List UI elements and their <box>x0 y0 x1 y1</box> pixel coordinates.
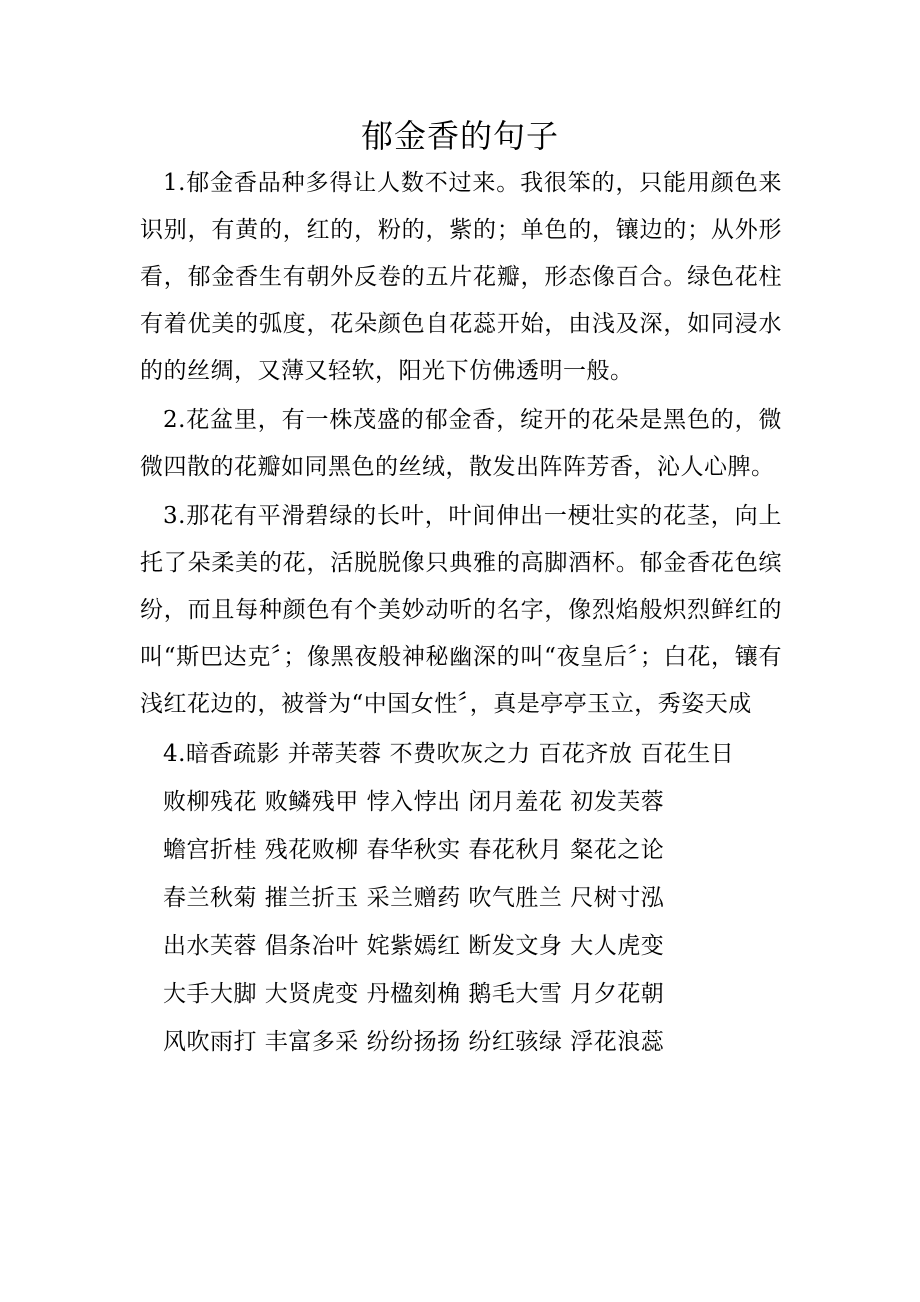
document-body <box>140 160 782 1066</box>
paragraph-2: 2.花盆里，有一株茂盛的郁金香，绽开的花朵是黑色的，微微四散的花瓣如同黑色的丝绒，散发出阵阵芳香，沁人心脾。 <box>140 407 782 480</box>
idiom-line: 风吹雨打 丰富多采 纷纷扬扬 纷红骇绿 浮花浪蕊 <box>163 1029 665 1055</box>
idiom-line: 4.暗香疏影 并蒂芙蓉 不费吹灰之力 百花齐放 百花生日 <box>163 741 735 767</box>
idiom-line: 出水芙蓉 倡条冶叶 姹紫嫣红 断发文身 大人虎变 <box>163 933 665 959</box>
idiom-line: 春兰秋菊 摧兰折玉 采兰赠药 吹气胜兰 尺树寸泓 <box>163 885 665 911</box>
idiom-line: 败柳残花 败鳞残甲 悖入悖出 闭月羞花 初发芙蓉 <box>163 789 665 815</box>
paragraph-3: 3.那花有平滑碧绿的长叶，叶间伸出一梗壮实的花茎，向上托了朵柔美的花，活脱脱像只典雅的高脚酒杯。郁金香花色缤纷，而且每种颜色有个美妙动听的名字，像烈焰般炽烈鲜红的叫“斯巴达克〞；像黑夜般神秘幽深的叫“夜皇后〞；白花，镶有浅红花边的，被誉为“中国女性〞，真是亭亭玉立，秀姿天成 <box>140 503 782 717</box>
page-title: 郁金香的句子 <box>360 117 559 155</box>
paragraph-1: 1.郁金香品种多得让人数不过来。我很笨的，只能用颜色来识别，有黄的，红的，粉的，紫的；单色的，镶边的；从外形看，郁金香生有朝外反卷的五片花瓣，形态像百合。绿色花柱有着优美的弧度，花朵颜色自花蕊开始，由浅及深，如同浸水的的丝绸，又薄又轻软，阳光下仿佛透明一般。 <box>140 170 782 384</box>
idiom-list <box>140 730 782 1066</box>
idiom-line: 蟾宫折桂 残花败柳 春华秋实 春花秋月 粲花之论 <box>163 837 665 863</box>
idiom-line: 大手大脚 大贤虎变 丹楹刻桷 鹅毛大雪 月夕花朝 <box>163 981 665 1007</box>
